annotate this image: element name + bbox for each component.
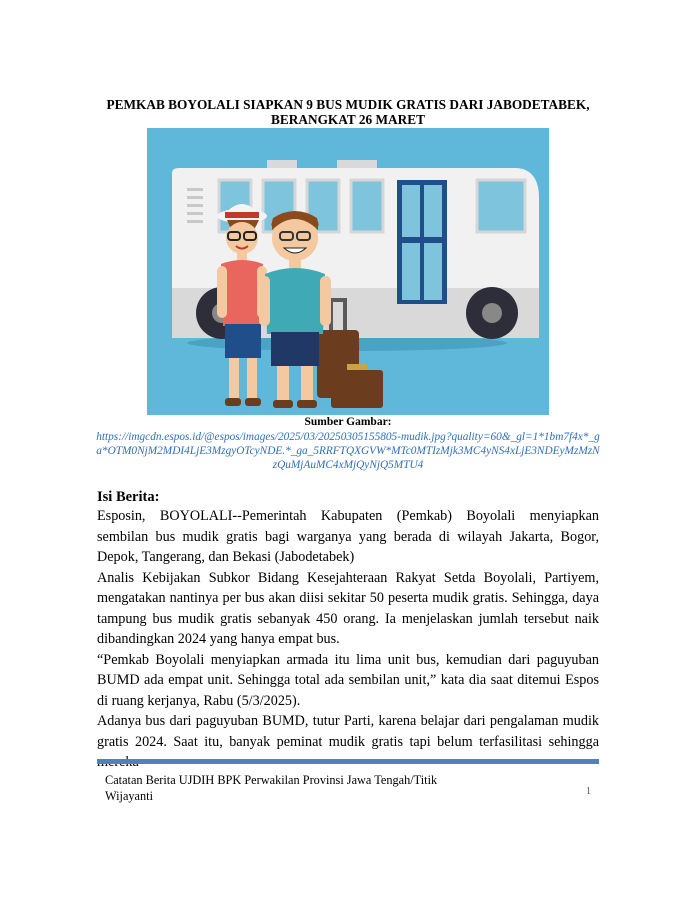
footer-text: Catatan Berita UJDIH BPK Perwakilan Provinsi Jawa Tengah/Titik Wijayanti [105, 773, 438, 803]
article-title: PEMKAB BOYOLALI SIAPKAN 9 BUS MUDIK GRATIS DARI JABODETABEK, BERANGKAT 26 MARET [106, 97, 590, 127]
page-number: 1 [586, 786, 591, 797]
image-source-label: Sumber Gambar: [304, 416, 392, 428]
bus-windows [219, 180, 525, 232]
footer-divider [97, 759, 599, 764]
section-heading: Isi Berita: [97, 489, 160, 505]
paragraph: “Pemkab Boyolali menyiapkan armada itu lima unit bus, kemudian dari paguyuban BUMD ada empat unit. Sehingga total ada sembilan unit,” kata dia saat ditemui Espos di ruang kerjanya, Rabu (5/3/2025). [97, 651, 599, 709]
article-illustration [147, 128, 549, 415]
paragraph: Analis Kebijakan Subkor Bidang Kesejahteraan Rakyat Setda Boyolali, Partiyem, mengatakan nantinya per bus akan diisi sekitar 50 peserta mudik gratis. Sehingga, daya tampung bus mudik gratis sebanyak 450 orang. Ia menjelaskan jumlah tersebut naik dibandingkan 2024 yang hanya empat bus. [97, 569, 599, 647]
bus-travelers-illustration [147, 128, 549, 415]
image-source-link[interactable]: https://imgcdn.espos.id/@espos/images/2025/03/20250305155805-mudik.jpg?quality=60&_gl=1*1bm7f4x*_ga*OTM0NjM2MDI4LjE3MzgyOTcyNDE.*_ga_5RRFTQXGVW*MTc0MTIzMjk3MC4yNS4xLjE3NDEyMzMzNzQuMjAuMC4xMjQyNjQ5MTU4 [96, 431, 600, 471]
suitcase-small [331, 370, 383, 408]
paragraph: Adanya bus dari paguyuban BUMD, tutur Parti, karena belajar dari pengalaman mudik gratis 2024. Saat itu, banyak peminat mudik gratis tapi belum terfasilitasi sehingga [97, 713, 599, 750]
paragraph: Esposin, BOYOLALI--Pemerintah Kabupaten (Pemkab) Boyolali menyiapkan sembilan bus mudik gratis bagi warganya yang berada di wilayah Jakarta, Bogor, Depok, Tangerang, dan Bekasi (Jabodetabek) [97, 508, 599, 565]
article-body [97, 506, 599, 773]
